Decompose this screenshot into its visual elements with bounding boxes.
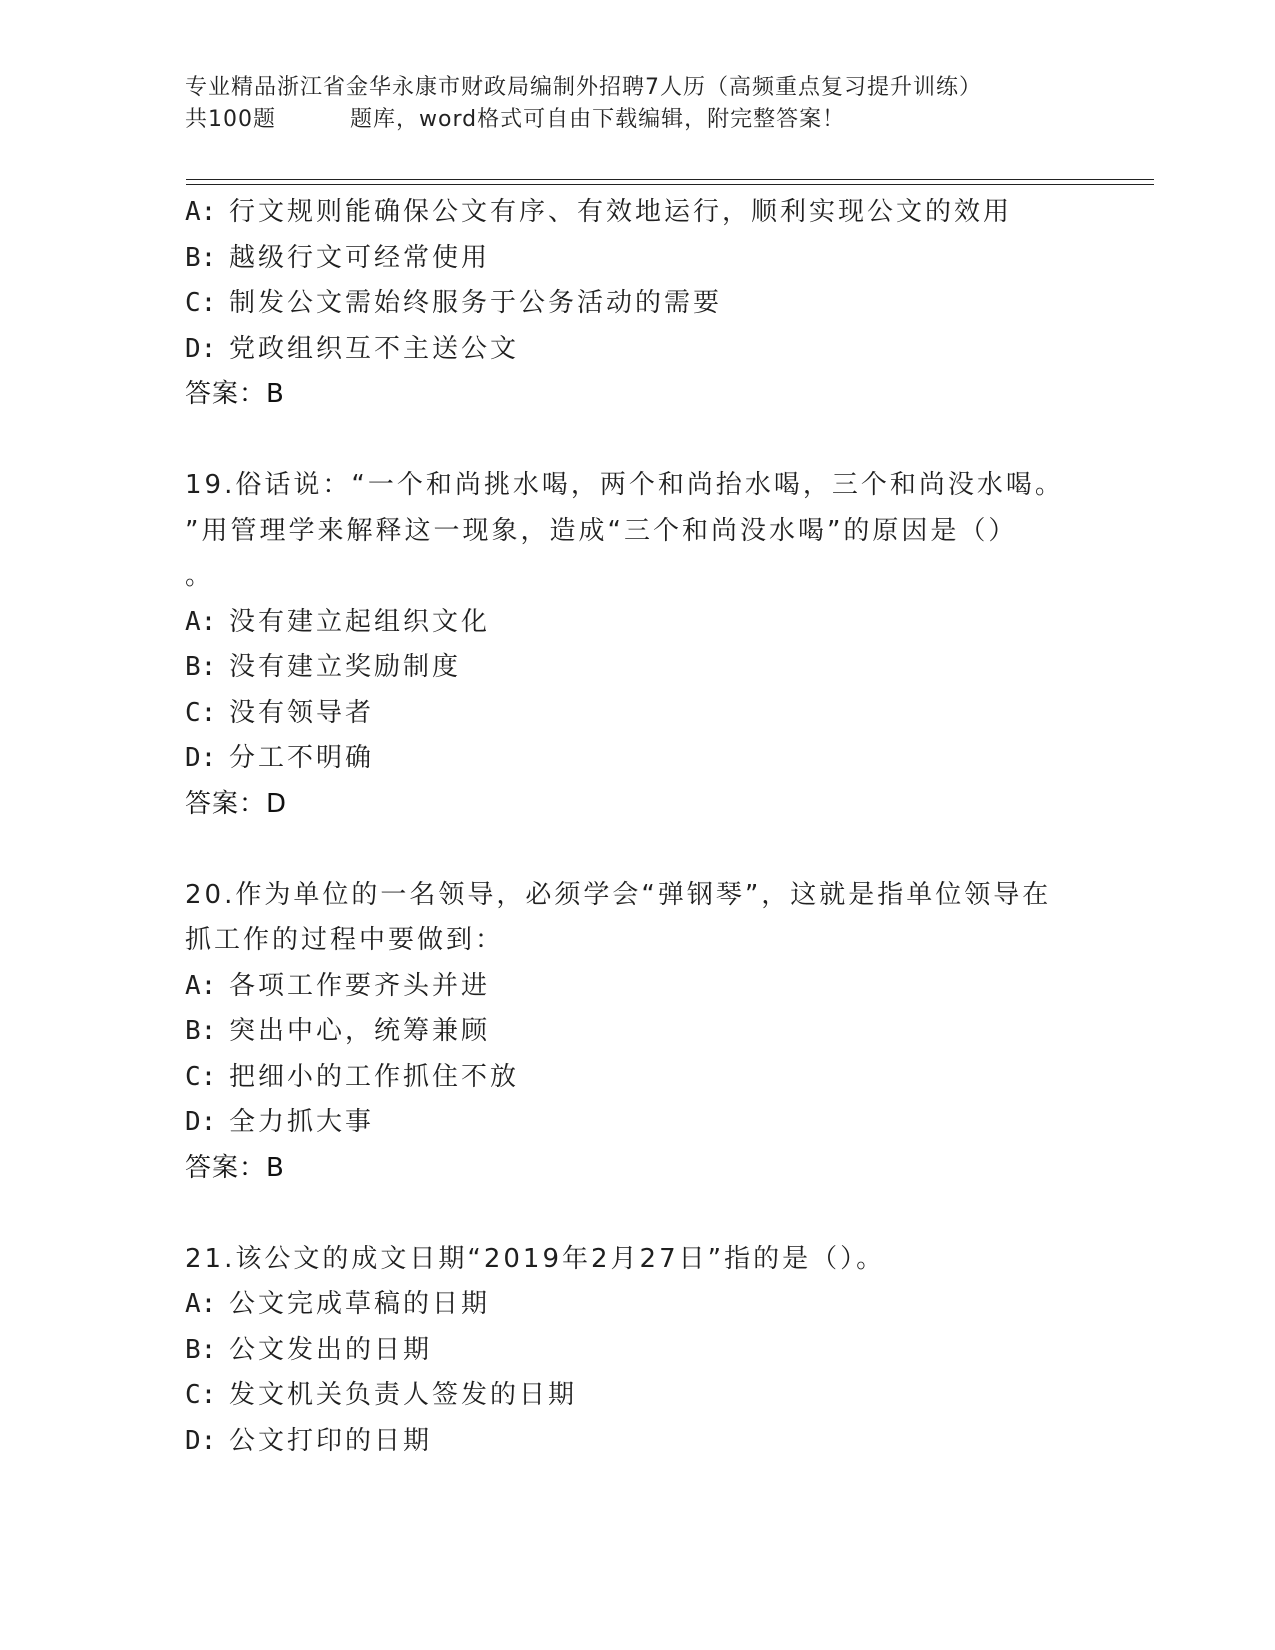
option-b: B: 突出中心，统筹兼顾 <box>185 1016 491 1046</box>
question-stem-line: 20.作为单位的一名领导，必须学会“弹钢琴”，这就是指单位领导在 <box>185 879 1052 910</box>
question-stem-line: 21.该公文的成文日期“2019年2月27日”指的是（）。 <box>185 1243 886 1274</box>
header-subtitle <box>185 104 1085 136</box>
question-20 <box>185 873 1105 1192</box>
answer: 答案：B <box>185 1152 285 1183</box>
option-a: A: 没有建立起组织文化 <box>185 606 491 637</box>
document-header <box>185 72 1085 136</box>
option-d: D: 分工不明确 <box>185 743 375 773</box>
option-a: A: 行文规则能确保公文有序、有效地运行，顺利实现公文的效用 <box>185 197 1013 227</box>
header-count: 共100题 <box>185 107 276 132</box>
option-b: B: 公文发出的日期 <box>185 1334 433 1365</box>
question-21 <box>185 1237 1105 1465</box>
header-title: 专业精品浙江省金华永康市财政局编制外招聘7人历（高频重点复习提升训练） <box>185 75 982 100</box>
header-divider-bottom <box>186 184 1154 185</box>
question-stem-line: 。 <box>185 561 215 591</box>
question-list <box>185 190 1105 1464</box>
header-description: 题库，word格式可自由下载编辑，附完整答案！ <box>350 107 846 132</box>
option-c: C: 把细小的工作抓住不放 <box>185 1061 520 1092</box>
answer: 答案：B <box>185 379 285 409</box>
question-19 <box>185 463 1105 827</box>
option-b: B: 越级行文可经常使用 <box>185 242 491 273</box>
option-c: C: 制发公文需始终服务于公务活动的需要 <box>185 288 723 318</box>
option-d: D: 公文打印的日期 <box>185 1425 433 1456</box>
option-b: B: 没有建立奖励制度 <box>185 652 462 682</box>
header-divider-top <box>186 179 1154 180</box>
question-stem-line: 抓工作的过程中要做到： <box>185 925 505 955</box>
answer: 答案：D <box>185 788 288 819</box>
option-a: A: 公文完成草稿的日期 <box>185 1289 491 1319</box>
option-d: D: 全力抓大事 <box>185 1107 375 1137</box>
option-c: C: 发文机关负责人签发的日期 <box>185 1380 578 1410</box>
question-stem-line: ”用管理学来解释这一现象，造成“三个和尚没水喝”的原因是（） <box>185 515 1018 546</box>
question-stem-line: 19.俗话说：“一个和尚挑水喝，两个和尚抬水喝，三个和尚没水喝。 <box>185 470 1064 500</box>
option-a: A: 各项工作要齐头并进 <box>185 970 491 1001</box>
option-d: D: 党政组织互不主送公文 <box>185 333 520 364</box>
option-c: C: 没有领导者 <box>185 697 375 728</box>
question-18 <box>185 190 1105 418</box>
